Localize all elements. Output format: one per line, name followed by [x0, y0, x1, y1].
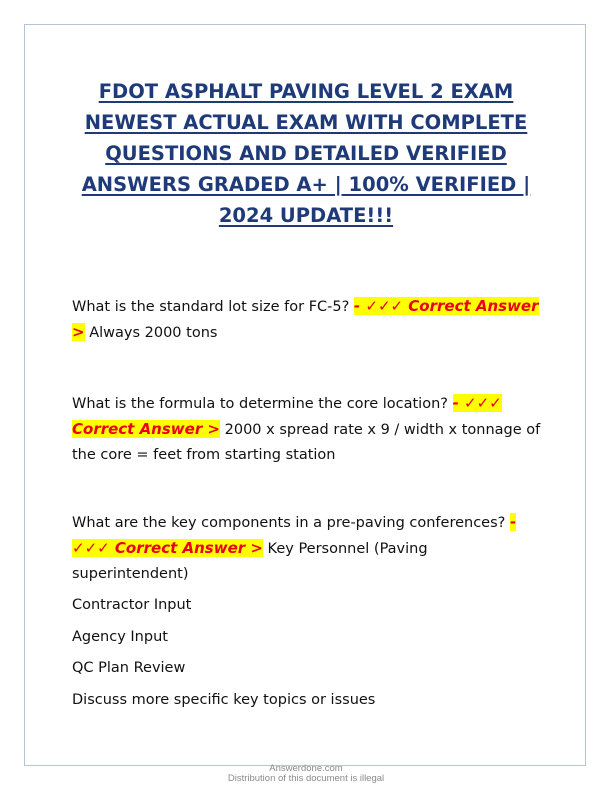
document-title	[60, 76, 552, 231]
title-line-3: QUESTIONS AND DETAILED VERIFIED	[105, 142, 507, 165]
qa-item-1	[72, 294, 542, 346]
footer-site: Answerdone.com	[269, 763, 343, 774]
list-item-discuss-topics: Discuss more specific key topics or issues	[72, 692, 376, 708]
qa-item-3	[72, 510, 542, 587]
list-item-qc-plan-review: QC Plan Review	[72, 660, 186, 676]
list-item-contractor-input: Contractor Input	[72, 597, 192, 613]
answer-text: 2000 x spread rate x 9 / width x tonnage of the core = feet from starting station	[72, 422, 541, 463]
qa-item-2	[72, 391, 542, 468]
correct-answer-marker: - ✓✓✓ Correct Answer >	[72, 513, 517, 557]
title-line-2: NEWEST ACTUAL EXAM WITH COMPLETE	[84, 111, 528, 134]
footer-notice: Distribution of this document is illegal	[227, 773, 385, 784]
question-text: What is the standard lot size for FC-5?	[72, 299, 350, 315]
list-item-agency-input: Agency Input	[72, 629, 168, 645]
correct-answer-marker: - ✓✓✓ Correct Answer >	[72, 297, 539, 341]
title-line-1: FDOT ASPHALT PAVING LEVEL 2 EXAM	[98, 80, 514, 103]
question-text: What are the key components in a pre-paving conferences?	[72, 515, 506, 531]
title-line-5: 2024 UPDATE!!!	[218, 204, 394, 227]
question-text: What is the formula to determine the core location?	[72, 396, 448, 412]
title-line-4: ANSWERS GRADED A+ | 100% VERIFIED |	[81, 173, 531, 196]
answer-text: Always 2000 tons	[89, 325, 218, 341]
answer-text: Key Personnel (Paving superintendent)	[72, 541, 428, 582]
correct-answer-marker: - ✓✓✓ Correct Answer >	[72, 394, 502, 438]
